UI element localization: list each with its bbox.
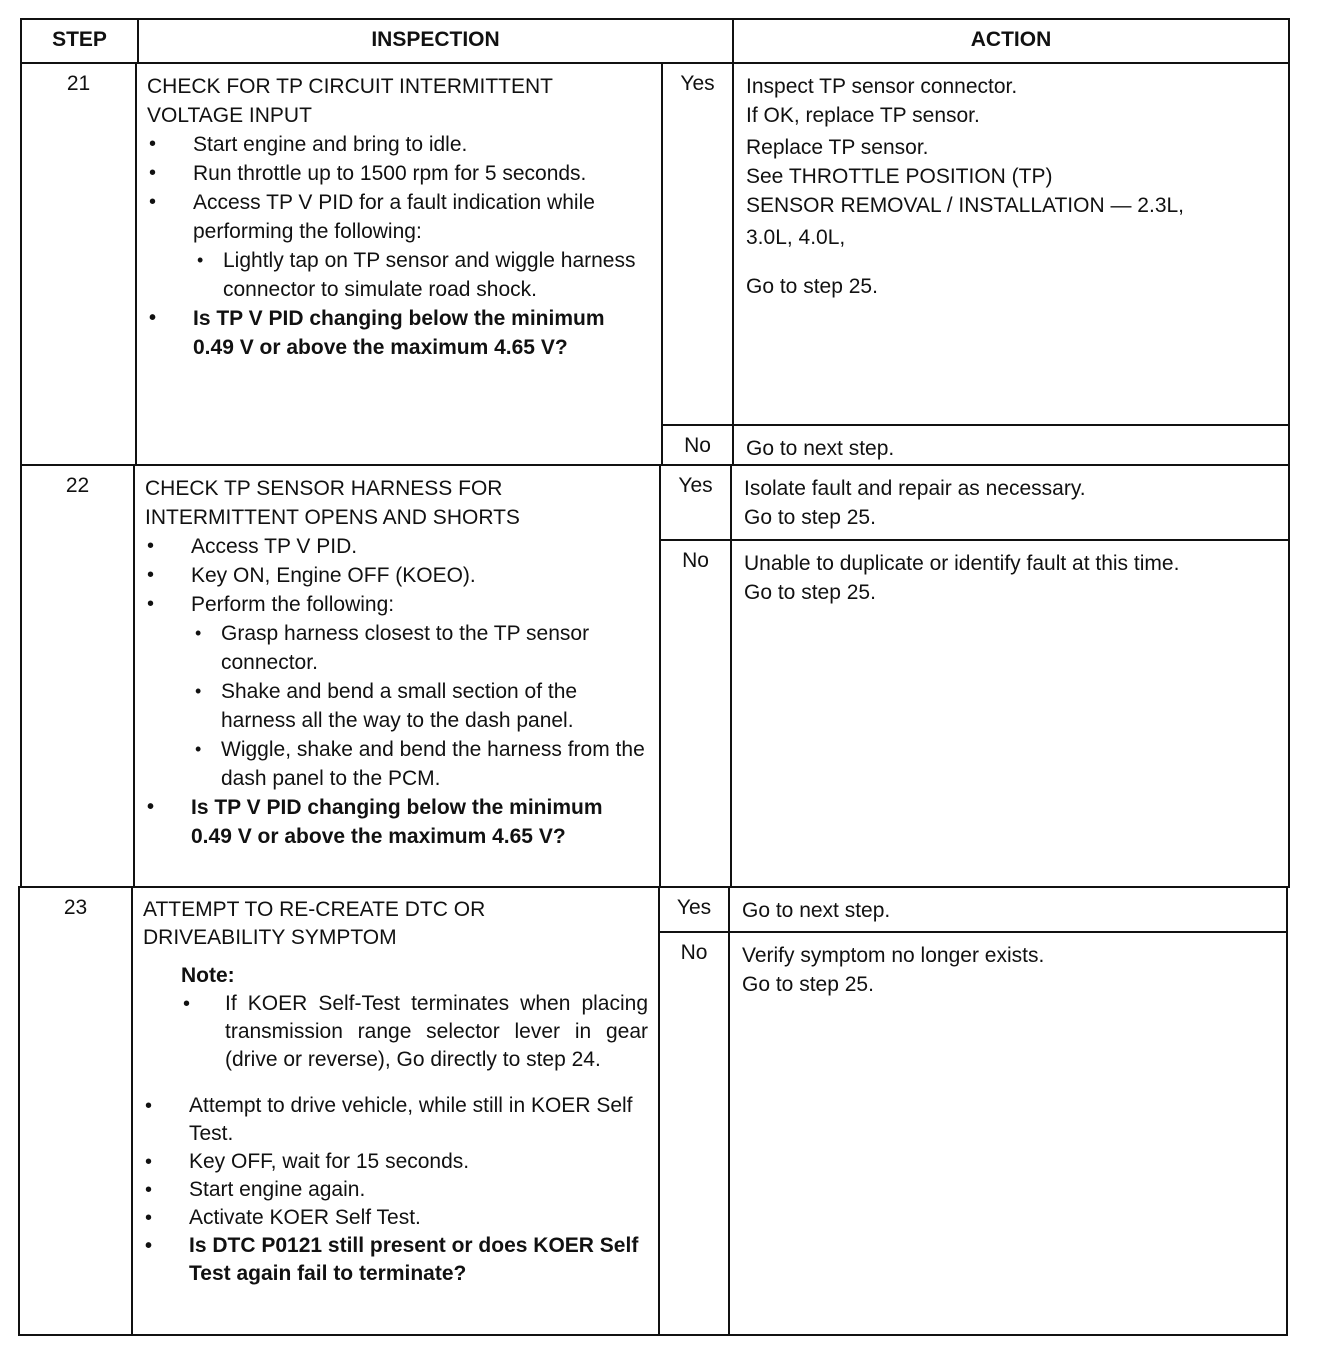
sub-list-item: • Wiggle, shake and bend the harness from the dash panel to the PCM. — [145, 735, 649, 793]
yes-action: Isolate fault and repair as necessary. Go to step 25. — [730, 464, 1290, 541]
header-action: ACTION — [732, 18, 1290, 64]
list-item: • Key OFF, wait for 15 seconds. — [143, 1148, 648, 1176]
note-item: • If KOER Self-Test terminates when placing transmission range selector lever in gear (drive or reverse), Go directly to step 24. — [143, 990, 648, 1074]
list-item: • Perform the following: — [145, 590, 649, 619]
list-item: • Key ON, Engine OFF (KOEO). — [145, 561, 649, 590]
sub-list-item: • Lightly tap on TP sensor and wiggle harness connector to simulate road shock. — [147, 246, 651, 304]
header-inspection: INSPECTION — [137, 18, 734, 64]
yes-label: Yes — [661, 62, 734, 426]
no-label: No — [659, 539, 732, 888]
no-label: No — [658, 931, 730, 1336]
list-item: • Activate KOER Self Test. — [143, 1204, 648, 1232]
yes-label: Yes — [659, 464, 732, 541]
yes-action: Go to next step. — [728, 886, 1288, 933]
question: • Is DTC P0121 still present or does KOER Self Test again fail to terminate? — [143, 1232, 648, 1288]
no-action: Unable to duplicate or identify fault at this time. Go to step 25. — [730, 539, 1290, 888]
list-item: • Start engine and bring to idle. — [147, 130, 651, 159]
step-number: 23 — [18, 886, 133, 1336]
no-label: No — [661, 424, 734, 466]
yes-label: Yes — [658, 886, 730, 933]
list-item: • Attempt to drive vehicle, while still in KOER Self Test. — [143, 1092, 648, 1148]
header-step: STEP — [20, 18, 139, 64]
sub-list-item: • Shake and bend a small section of the harness all the way to the dash panel. — [145, 677, 649, 735]
inspection-cell — [133, 464, 661, 888]
step-title: CHECK FOR TP CIRCUIT INTERMITTENT VOLTAGE INPUT — [147, 75, 554, 127]
step-title: ATTEMPT TO RE-CREATE DTC OR DRIVEABILITY SYMPTOM — [143, 898, 486, 949]
no-action: Go to next step. — [732, 424, 1290, 466]
note-title: Note: — [181, 964, 235, 987]
step-title: CHECK TP SENSOR HARNESS FOR INTERMITTENT OPENS AND SHORTS — [145, 477, 520, 529]
list-item: • Run throttle up to 1500 rpm for 5 seconds. — [147, 159, 651, 188]
question: • Is TP V PID changing below the minimum 0.49 V or above the maximum 4.65 V? — [147, 304, 651, 362]
step-number: 21 — [20, 62, 137, 466]
sub-list-item: • Grasp harness closest to the TP sensor connector. — [145, 619, 649, 677]
list-item: • Access TP V PID. — [145, 532, 649, 561]
question: • Is TP V PID changing below the minimum 0.49 V or above the maximum 4.65 V? — [145, 793, 649, 851]
list-item: • Start engine again. — [143, 1176, 648, 1204]
step-number: 22 — [20, 464, 135, 888]
yes-action: Inspect TP sensor connector. If OK, replace TP sensor. Replace TP sensor. See THROTTLE POSITION (TP) SENSOR REMOVAL / INSTALLATION — 2.3L, 3.0L, 4.0L, Go to step 25. — [732, 62, 1290, 426]
inspection-cell — [131, 886, 660, 1336]
inspection-cell — [135, 62, 663, 466]
no-action: Verify symptom no longer exists. Go to step 25. — [728, 931, 1288, 1336]
list-item: • Access TP V PID for a fault indication while performing the following: — [147, 188, 651, 246]
